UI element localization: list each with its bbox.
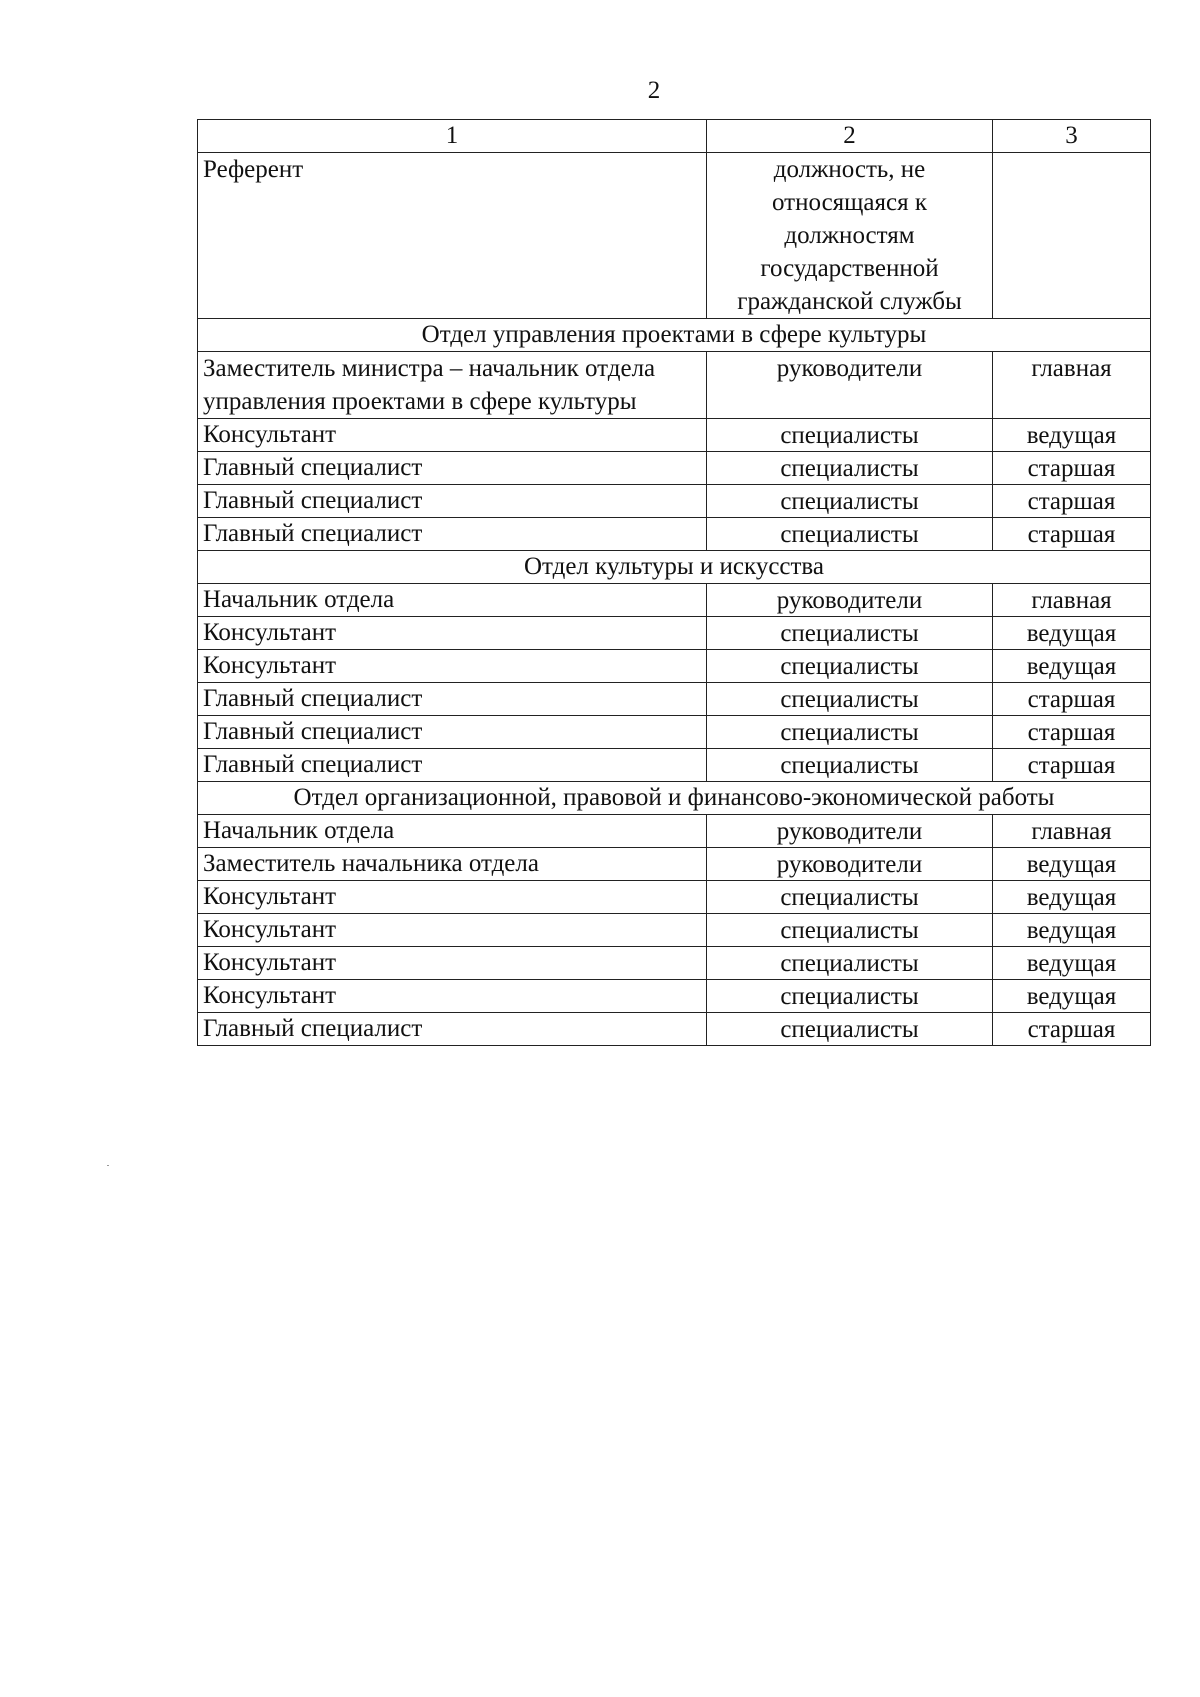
table-row xyxy=(198,914,1151,947)
section-title: Отдел культуры и искусства xyxy=(198,551,1151,584)
table-row xyxy=(198,815,1151,848)
table-row xyxy=(198,419,1151,452)
page-number: 2 xyxy=(647,77,661,104)
header-cell-1: 1 xyxy=(198,120,707,153)
category-cell: специалисты xyxy=(707,716,993,749)
section-header-row xyxy=(198,551,1151,584)
category-cell: специалисты xyxy=(707,485,993,518)
category-cell: специалисты xyxy=(707,419,993,452)
category-cell: специалисты xyxy=(707,947,993,980)
group-cell: ведущая xyxy=(993,650,1151,683)
table-row xyxy=(198,485,1151,518)
table-row xyxy=(198,716,1151,749)
table-row xyxy=(198,650,1151,683)
group-cell: старшая xyxy=(993,518,1151,551)
table-row xyxy=(198,352,1151,419)
group-cell: ведущая xyxy=(993,881,1151,914)
table-row xyxy=(198,848,1151,881)
position-cell: Начальник отдела xyxy=(198,584,707,617)
table-row xyxy=(198,1013,1151,1046)
category-cell: руководители xyxy=(707,848,993,881)
group-cell: главная xyxy=(993,352,1151,419)
header-cell-3: 3 xyxy=(993,120,1151,153)
group-cell: ведущая xyxy=(993,914,1151,947)
category-cell: специалисты xyxy=(707,914,993,947)
category-cell: руководители xyxy=(707,584,993,617)
group-cell: ведущая xyxy=(993,617,1151,650)
section-header-row xyxy=(198,319,1151,352)
position-cell: Главный специалист xyxy=(198,452,707,485)
header-cell-2: 2 xyxy=(707,120,993,153)
group-cell: старшая xyxy=(993,683,1151,716)
group-cell: старшая xyxy=(993,749,1151,782)
group-cell: ведущая xyxy=(993,419,1151,452)
category-cell: руководители xyxy=(707,352,993,419)
section-title: Отдел организационной, правовой и финансово-экономической работы xyxy=(198,782,1151,815)
category-cell: специалисты xyxy=(707,518,993,551)
category-cell: специалисты xyxy=(707,1013,993,1046)
group-cell: старшая xyxy=(993,452,1151,485)
table-row xyxy=(198,584,1151,617)
category-cell: специалисты xyxy=(707,683,993,716)
position-cell: Консультант xyxy=(198,419,707,452)
group-cell: главная xyxy=(993,584,1151,617)
table-row xyxy=(198,617,1151,650)
group-cell: главная xyxy=(993,815,1151,848)
group-cell: ведущая xyxy=(993,980,1151,1013)
position-cell: Заместитель министра – начальник отдела управления проектами в сфере культуры xyxy=(198,352,707,419)
position-cell: Консультант xyxy=(198,947,707,980)
group-cell: ведущая xyxy=(993,947,1151,980)
position-cell: Начальник отдела xyxy=(198,815,707,848)
group-cell: старшая xyxy=(993,485,1151,518)
group-cell xyxy=(993,153,1151,319)
position-cell: Главный специалист xyxy=(198,716,707,749)
group-cell: старшая xyxy=(993,716,1151,749)
category-cell: специалисты xyxy=(707,650,993,683)
table-row xyxy=(198,881,1151,914)
category-cell: руководители xyxy=(707,815,993,848)
position-cell: Главный специалист xyxy=(198,683,707,716)
position-cell: Консультант xyxy=(198,617,707,650)
table-row xyxy=(198,518,1151,551)
scan-speck xyxy=(107,1165,109,1166)
table-row xyxy=(198,683,1151,716)
position-cell: Консультант xyxy=(198,980,707,1013)
position-cell: Консультант xyxy=(198,650,707,683)
position-cell: Главный специалист xyxy=(198,749,707,782)
section-header-row xyxy=(198,782,1151,815)
category-cell: специалисты xyxy=(707,980,993,1013)
position-cell: Консультант xyxy=(198,914,707,947)
category-cell: специалисты xyxy=(707,452,993,485)
table-row xyxy=(198,452,1151,485)
category-cell: специалисты xyxy=(707,617,993,650)
category-cell: специалисты xyxy=(707,881,993,914)
position-cell: Главный специалист xyxy=(198,485,707,518)
table-header-row xyxy=(198,120,1151,153)
position-cell: Главный специалист xyxy=(198,1013,707,1046)
category-cell: специалисты xyxy=(707,749,993,782)
category-cell: должность, не относящаяся к должностям государственной гражданской службы xyxy=(707,153,993,319)
position-cell: Референт xyxy=(198,153,707,319)
position-cell: Главный специалист xyxy=(198,518,707,551)
table-row xyxy=(198,153,1151,319)
group-cell: ведущая xyxy=(993,848,1151,881)
table-row xyxy=(198,947,1151,980)
positions-table xyxy=(197,119,1151,1046)
position-cell: Заместитель начальника отдела xyxy=(198,848,707,881)
table-row xyxy=(198,749,1151,782)
section-title: Отдел управления проектами в сфере культуры xyxy=(198,319,1151,352)
position-cell: Консультант xyxy=(198,881,707,914)
table-row xyxy=(198,980,1151,1013)
group-cell: старшая xyxy=(993,1013,1151,1046)
